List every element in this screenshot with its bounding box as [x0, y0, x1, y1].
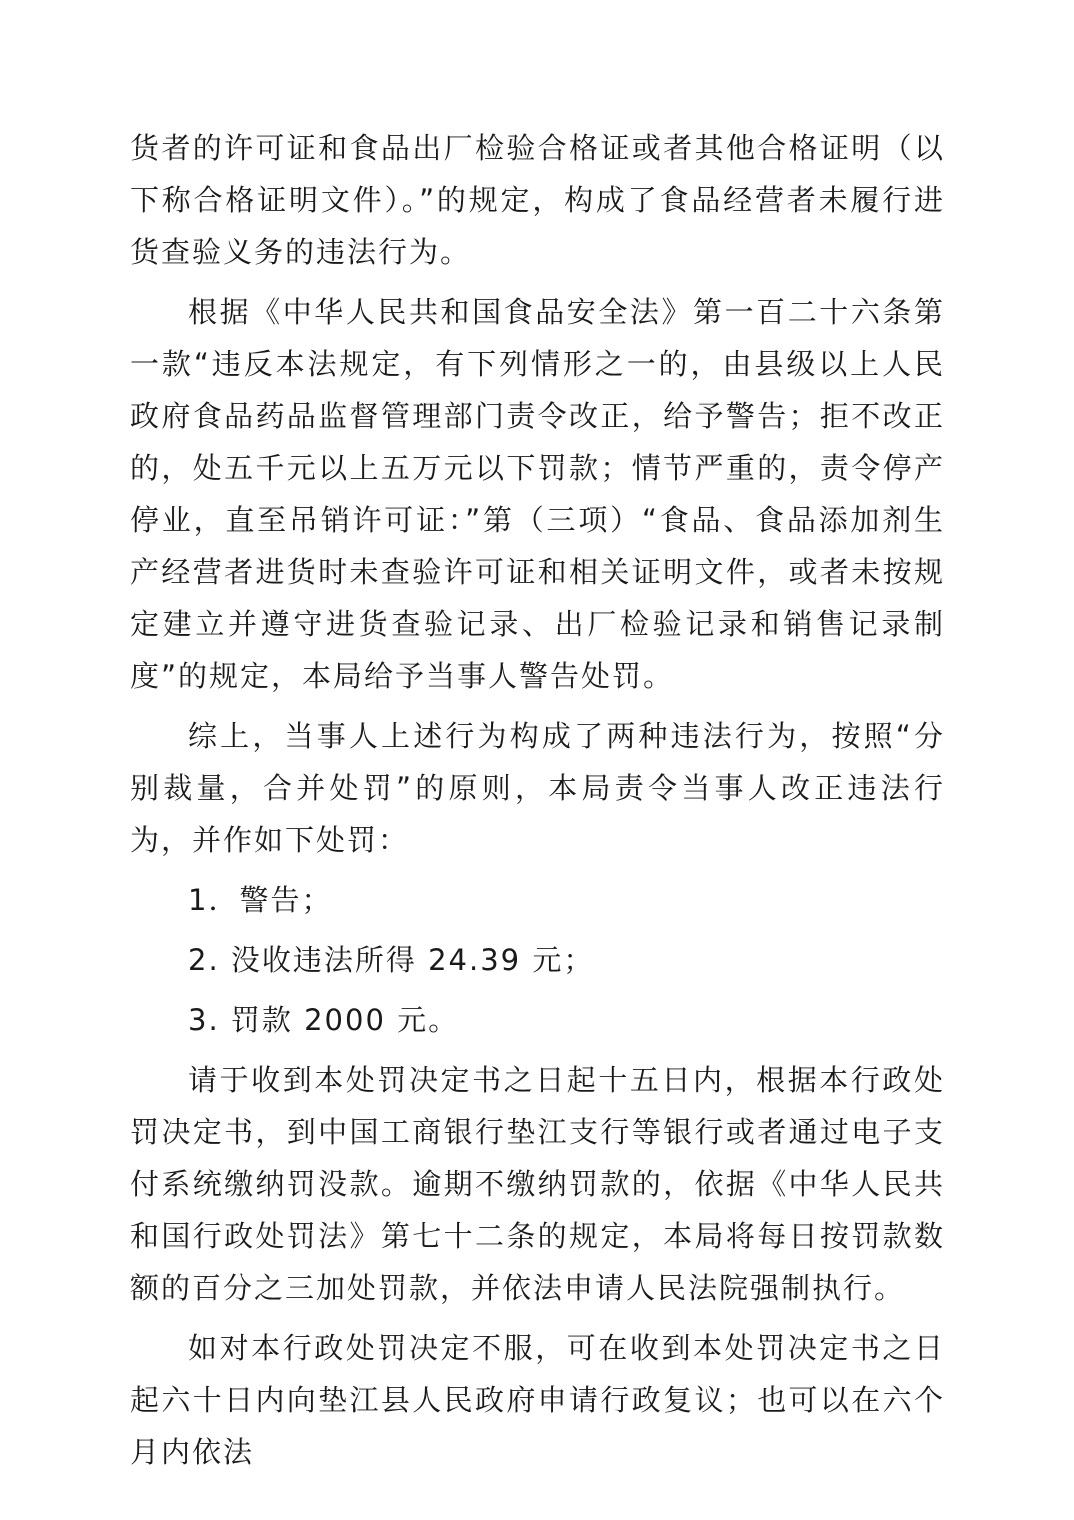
paragraph-legal-basis: 根据《中华人民共和国食品安全法》第一百二十六条第一款“违反本法规定，有下列情形之一的，由县级以上人民政府食品药品监督管理部门责令改正，给予警告；拒不改正的，处五千元以上五万元以下罚款；情节严重的，责令停产停业，直至吊销许可证：”第（三项）“食品、食品添加剂生产经营者进货时未查验许可证和相关证明文件，或者未按规定建立并遵守进货查验记录、出厂检验记录和销售记录制度”的规定，本局给予当事人警告处罚。 — [130, 295, 945, 693]
penalty-item-confiscation: 2. 没收违法所得 24.39 元； — [188, 943, 595, 977]
penalty-item-warning: 1．警告； — [188, 883, 333, 917]
penalty-item-fine: 3. 罚款 2000 元。 — [188, 1003, 460, 1037]
document-body — [130, 122, 945, 1486]
paragraph-appeal-rights: 如对本行政处罚决定不服，可在收到本处罚决定书之日起六十日内向垫江县人民政府申请行政复议；也可以在六个月内依法 — [130, 1331, 945, 1469]
paragraph-payment-instructions: 请于收到本处罚决定书之日起十五日内，根据本行政处罚决定书，到中国工商银行垫江支行等银行或者通过电子支付系统缴纳罚没款。逾期不缴纳罚款的，依据《中华人民共和国行政处罚法》第七十二条的规定，本局将每日按罚款数额的百分之三加处罚款，并依法申请人民法院强制执行。 — [130, 1063, 945, 1305]
paragraph-continuation: 货者的许可证和食品出厂检验合格证或者其他合格证明（以下称合格证明文件）。”的规定，构成了食品经营者未履行进货查验义务的违法行为。 — [130, 131, 945, 269]
paragraph-summary: 综上，当事人上述行为构成了两种违法行为，按照“分别裁量，合并处罚”的原则，本局责令当事人改正违法行为，并作如下处罚： — [130, 719, 945, 857]
